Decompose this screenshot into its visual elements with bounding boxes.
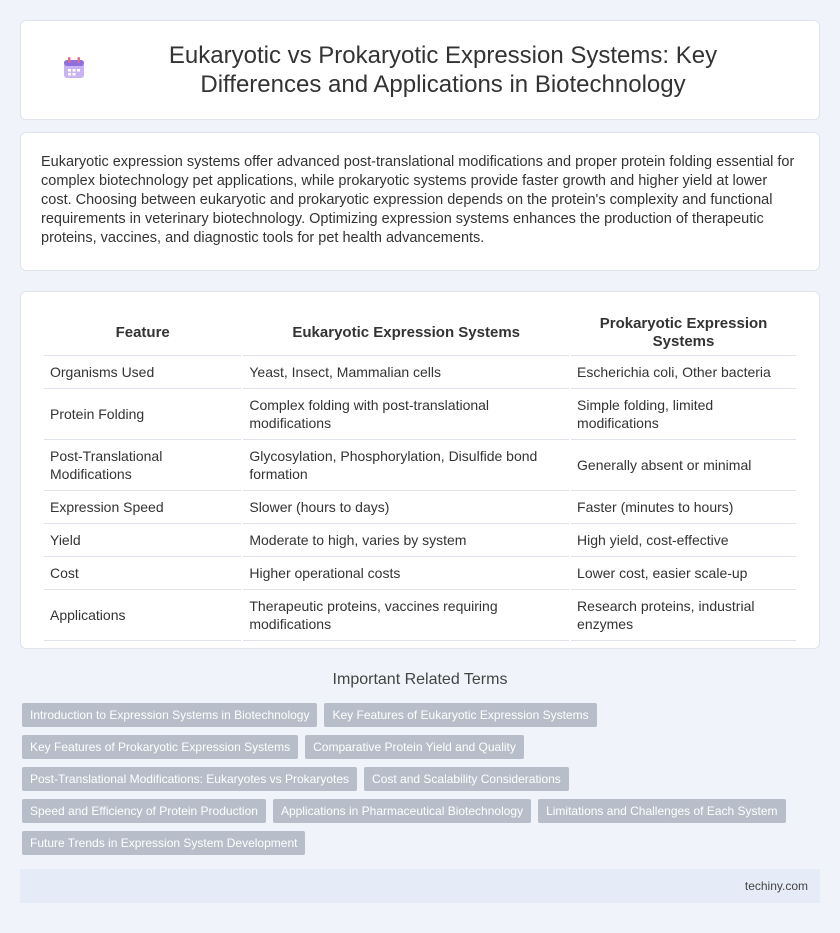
page-title: Eukaryotic vs Prokaryotic Expression Systems: Key Differences and Applications in Biotechnology (168, 42, 718, 98)
footer (20, 869, 820, 903)
cell-eukaryotic: Therapeutic proteins, vaccines requiring modifications (243, 590, 569, 641)
table-row (44, 557, 796, 590)
related-tag[interactable]: Future Trends in Expression System Development (22, 831, 305, 855)
cell-feature: Applications (44, 590, 241, 641)
related-tag[interactable]: Limitations and Challenges of Each System (538, 799, 785, 823)
table-row (44, 440, 796, 491)
cell-prokaryotic: High yield, cost-effective (571, 524, 796, 557)
related-tag[interactable]: Key Features of Prokaryotic Expression Systems (22, 735, 298, 759)
header-prokaryotic: Prokaryotic Expression Systems (571, 312, 796, 356)
comparison-table-card (20, 291, 820, 649)
cell-prokaryotic: Escherichia coli, Other bacteria (571, 356, 796, 389)
table-row (44, 524, 796, 557)
cell-eukaryotic: Complex folding with post-translational modifications (243, 389, 569, 440)
cell-feature: Expression Speed (44, 491, 241, 524)
cell-eukaryotic: Yeast, Insect, Mammalian cells (243, 356, 569, 389)
related-terms-title: Important Related Terms (332, 671, 508, 688)
intro-text: Eukaryotic expression systems offer advanced post-translational modifications and proper protein folding essential for complex biotechnology pet applications, while prokaryotic systems provide faster growth and higher yield at lower cost. Choosing between eukaryotic and prokaryotic expression depends on the protein's complexity and functional requirements in veterinary biotechnology. Optimizing expression systems enhances the production of therapeutic proteins, vaccines, and diagnostic tools for pet health advancements. (41, 154, 795, 246)
related-tag[interactable]: Cost and Scalability Considerations (364, 767, 569, 791)
header-feature: Feature (44, 312, 241, 356)
header-eukaryotic: Eukaryotic Expression Systems (243, 312, 569, 356)
related-tag[interactable]: Applications in Pharmaceutical Biotechnology (273, 799, 531, 823)
footer-site[interactable]: techiny.com (744, 879, 808, 893)
table-row (44, 389, 796, 440)
intro-card (20, 132, 820, 271)
title-card (20, 20, 820, 120)
calendar-icon (61, 55, 87, 81)
cell-eukaryotic: Moderate to high, varies by system (243, 524, 569, 557)
cell-eukaryotic: Slower (hours to days) (243, 491, 569, 524)
cell-feature: Post-Translational Modifications (44, 440, 241, 491)
cell-feature: Yield (44, 524, 241, 557)
related-terms-section (0, 671, 840, 855)
related-tag[interactable]: Speed and Efficiency of Protein Production (22, 799, 266, 823)
related-tags (0, 703, 840, 855)
cell-prokaryotic: Research proteins, industrial enzymes (571, 590, 796, 641)
cell-eukaryotic: Higher operational costs (243, 557, 569, 590)
related-tag[interactable]: Key Features of Eukaryotic Expression Systems (324, 703, 596, 727)
table-row (44, 356, 796, 389)
comparison-table (42, 312, 798, 641)
related-tag[interactable]: Post-Translational Modifications: Eukaryotes vs Prokaryotes (22, 767, 357, 791)
cell-prokaryotic: Generally absent or minimal (571, 440, 796, 491)
title-wrap (61, 41, 779, 99)
cell-eukaryotic: Glycosylation, Phosphorylation, Disulfide bond formation (243, 440, 569, 491)
cell-prokaryotic: Faster (minutes to hours) (571, 491, 796, 524)
table-row (44, 590, 796, 641)
cell-prokaryotic: Simple folding, limited modifications (571, 389, 796, 440)
related-tag[interactable]: Introduction to Expression Systems in Biotechnology (22, 703, 317, 727)
cell-prokaryotic: Lower cost, easier scale-up (571, 557, 796, 590)
cell-feature: Protein Folding (44, 389, 241, 440)
related-tag[interactable]: Comparative Protein Yield and Quality (305, 735, 524, 759)
cell-feature: Organisms Used (44, 356, 241, 389)
table-header-row (44, 312, 796, 356)
cell-feature: Cost (44, 557, 241, 590)
table-row (44, 491, 796, 524)
